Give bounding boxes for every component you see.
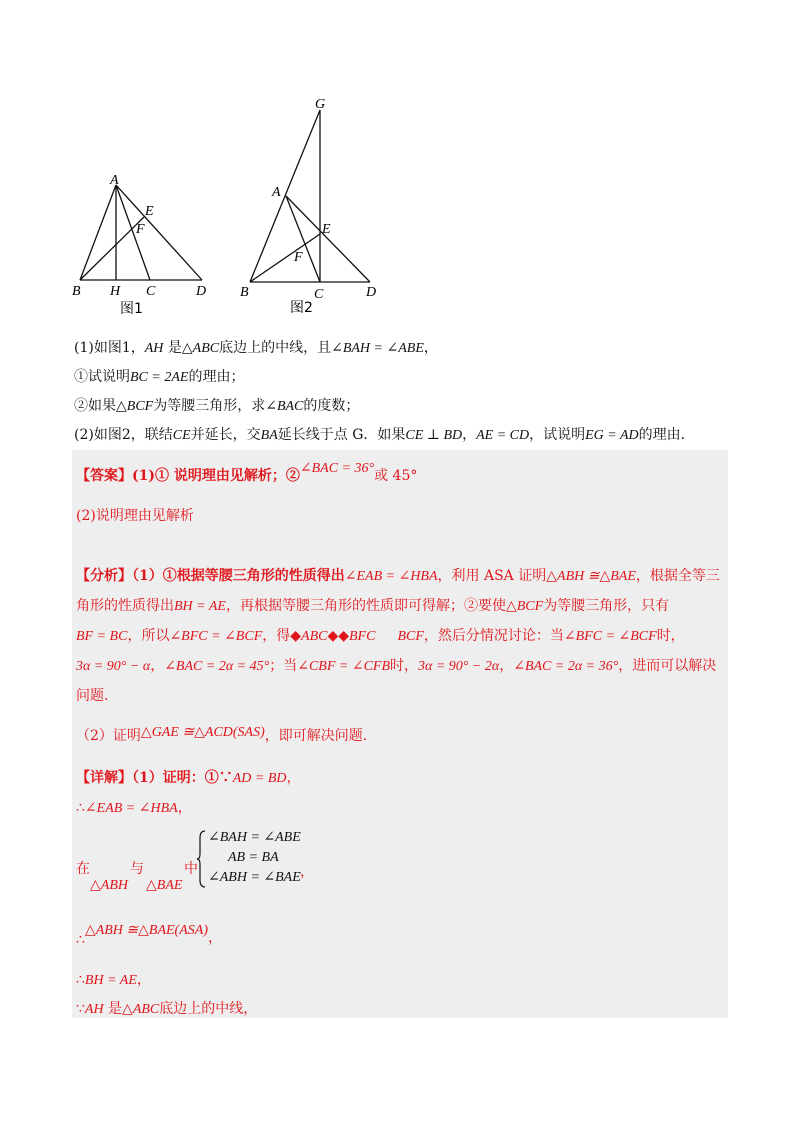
question-part1: (1)如图1，AH 是△ABC底边上的中线，且∠BAH = ∠ABE， [74, 340, 438, 356]
detail-word-and: 与 [130, 861, 144, 877]
label-C: C [314, 287, 324, 302]
question-part1-1: ①试说明BC = 2AE的理由； [74, 369, 245, 385]
detail-triangle-abh: △ABH [90, 878, 128, 893]
system-eq-2: AB = BA [228, 850, 279, 865]
segment-AC [116, 185, 150, 280]
analysis-line-3: BF = BC，所以∠BFC = ∠BCF，得◆ABC◆◆BFC BCF，然后分情况讨论：当∠BFC = ∠BCF时， [76, 628, 685, 644]
segment-AD [286, 196, 370, 282]
analysis-line-5: 问题. [76, 688, 109, 704]
label-E: E [322, 222, 331, 237]
segment-AB [80, 185, 116, 280]
answer-line-1: 【答案】(1)① 说明理由见解析；②∠BAC = 36°或 45° [76, 461, 418, 484]
segment-AC [286, 196, 320, 282]
system-comma: ， [300, 864, 314, 880]
system-eq-1: ∠BAH = ∠ABE [208, 830, 301, 845]
answer-line-2: (2)说明理由见解析 [76, 508, 194, 524]
analysis-line-4: 3α = 90° − α，∠BAC = 2α = 45°；当∠CBF = ∠CFB时，3α = 90° − 2α，∠BAC = 2α = 36°，进而可以解决 [76, 658, 717, 674]
question-part2: (2)如图2，联结CE并延长，交BA延长线于点 G．如果CE ⊥ BD，AE = CD，试说明EG = AD的理由. [74, 427, 686, 443]
analysis-line-1: 【分析】（1）①根据等腰三角形的性质得出∠EAB = ∠HBA，利用 ASA 证明△ABH ≅△BAE，根据全等三 [76, 568, 720, 584]
analysis-line-2: 角形的性质得出BH = AE，再根据等腰三角形的性质即可得解；②要使△BCF为等腰三角形，只有 [76, 598, 670, 614]
brace-icon [196, 830, 206, 888]
detail-word-mid: 中 [184, 861, 198, 877]
label-F: F [294, 250, 303, 265]
detail-line-2: ∴∠EAB = ∠HBA， [76, 800, 192, 816]
label-B: B [72, 284, 81, 299]
detail-line-1: 【详解】（1）证明：①∵AD = BD， [76, 770, 301, 786]
label-A: A [110, 173, 119, 188]
figure-2 [230, 90, 400, 325]
label-H: H [110, 284, 121, 299]
label-D: D [366, 285, 377, 300]
label-F: F [136, 222, 145, 237]
analysis-line-6: （2）证明△GAE ≅△ACD(SAS)，即可解决问题. [76, 725, 368, 744]
label-G: G [315, 97, 326, 112]
detail-word-in: 在 [76, 861, 90, 877]
segment-BE [80, 217, 144, 280]
figure-1-caption: 图1 [120, 301, 143, 317]
label-E: E [145, 204, 154, 219]
label-B: B [240, 285, 249, 300]
system-eq-3: ∠ABH = ∠BAE [208, 870, 301, 885]
detail-triangle-bae: △BAE [146, 878, 183, 893]
label-C: C [146, 284, 156, 299]
figure-1 [60, 165, 230, 325]
detail-line-5: ∴BH = AE， [76, 972, 151, 988]
figure-2-caption: 图2 [290, 300, 313, 316]
detail-line-4: ∴△ABH ≅△BAE(ASA)， [76, 923, 222, 948]
question-part1-2: ②如果△BCF为等腰三角形，求∠BAC的度数； [74, 398, 360, 414]
detail-line-6: ∵AH 是△ABC底边上的中线， [76, 1001, 258, 1017]
label-A: A [272, 185, 281, 200]
label-D: D [196, 284, 207, 299]
segment-BE [250, 234, 320, 282]
